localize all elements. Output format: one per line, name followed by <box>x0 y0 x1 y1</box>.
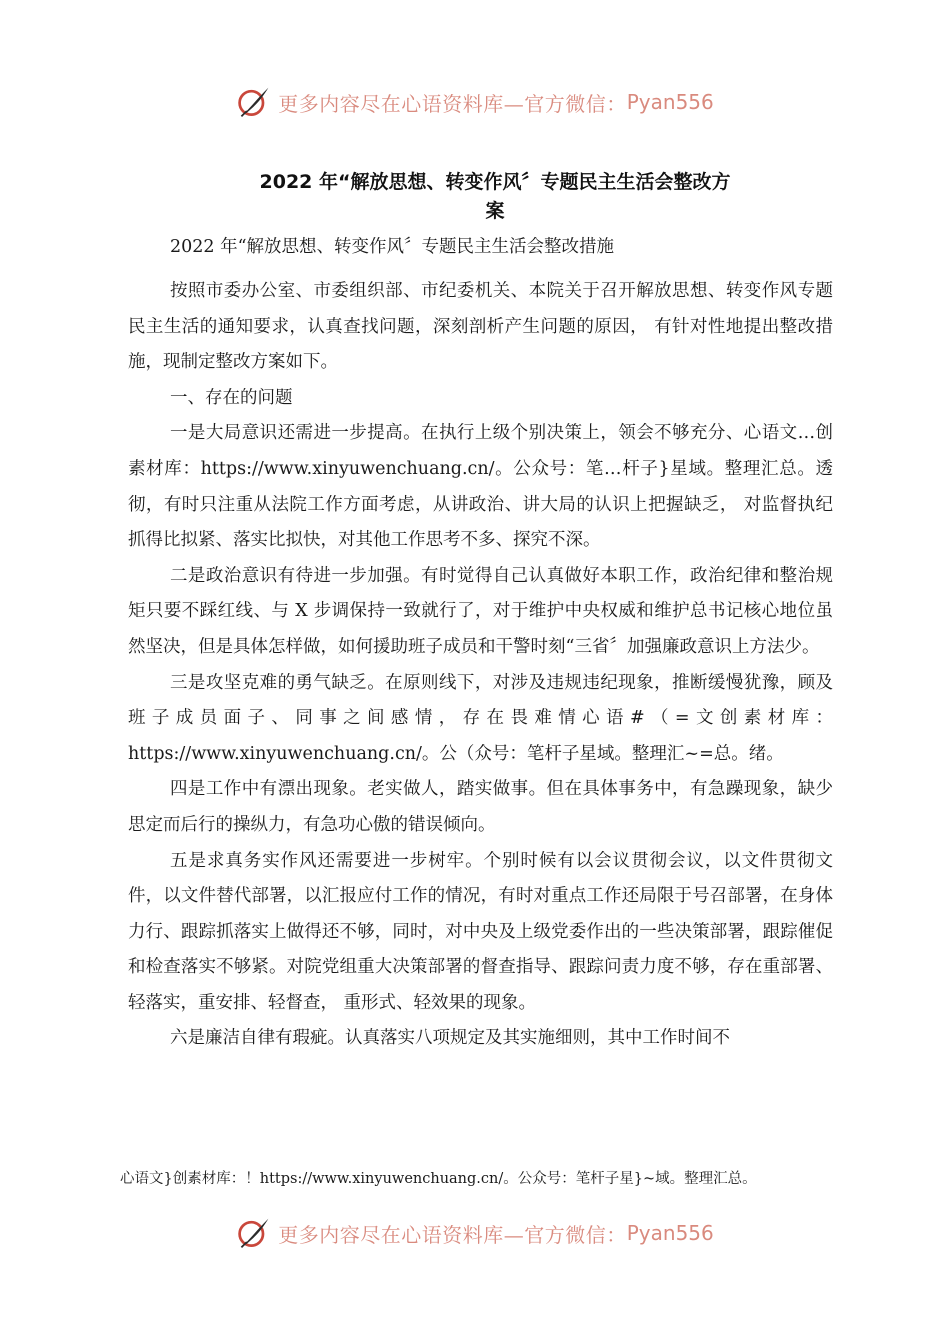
document-subtitle: 2022 年“解放思想、转变作风〞专题民主生活会整改措施 <box>170 237 615 257</box>
body-paragraph: 四是工作中有漂出现象。老实做人，踏实做事。但在具体事务中，有急躁现象，缺少思定而后行的操纵力，有急功心傲的错误倾向。 <box>128 779 833 835</box>
banner-text: 更多内容尽在心语资料库—官方微信： <box>278 91 627 116</box>
body-paragraph: 三是攻坚克难的勇气缺乏。在原则线下，对涉及违规违纪现象，推断缓慢犹豫，顾及班子成员面子、同事之间感情，存在畏难情心语#（=文创素材库：https://www.xinyuwenchuang.cn/。公（众号：笔杆子星域。整理汇~=总。绪。 <box>128 672 833 764</box>
body-paragraph: 五是求真务实作风还需要进一步树牢。个别时候有以会议贯彻会议，以文件贯彻文件，以文件替代部署，以汇报应付工作的情况，有时对重点工作还局限于号召部署，在身体力行、跟踪抓落实上做得还不够，同时，对中央及上级党委作出的一些决策部署，跟踪催促和检查落实不够紧。对院党组重大决策部署的督查指导、跟踪问责力度不够，存在重部署、轻落实，重安排、轻督查， 重形式、轻效果的现象。 <box>128 850 833 1013</box>
banner-text: 更多内容尽在心语资料库—官方微信： <box>278 1222 627 1247</box>
section-heading: 一、存在的问题 <box>170 387 293 408</box>
body-paragraph: 一是大局意识还需进一步提高。在执行上级个别决策上，领会不够充分、心语文…创素材库：https://www.xinyuwenchuang.cn/。公众号：笔…杆子}星域。整理汇总。透彻，有时只注重从法院工作方面考虑，从讲政治、讲大局的认识上把握缺乏， 对监督执纪抓得比拟紧、落实比拟快，对其他工作思考不多、探究不深。 <box>128 423 833 551</box>
body-paragraph: 二是政治意识有待进一步加强。有时觉得自己认真做好本职工作，政治纪律和整治规矩只要不踩红线、与 X 步调保持一致就行了，对于维护中央权威和维护总书记核心地位虽然坚决，但是具体怎样做，如何援助班子成员和干警时刻“三省〞加强廉政意识上方法少。 <box>128 565 833 657</box>
intro-paragraph: 按照市委办公室、市委组织部、市纪委机关、本院关于召开解放思想、转变作风专题民主生活的通知要求，认真查找问题，深刻剖析产生问题的原因， 有针对性地提出整改措施，现制定整改方案如下。 <box>128 281 833 373</box>
footnote-line: 心语文}创素材库：！https://www.xinyuwenchuang.cn/。公众号：笔杆子星}~域。整理汇总。 <box>120 1171 757 1187</box>
banner-wechat-id: Pyan556 <box>626 90 714 114</box>
document-body <box>128 274 833 1057</box>
title-line-1: 2022 年“解放思想、转变作风〞专题民主生活会整改方 <box>259 171 731 193</box>
header-banner <box>0 82 950 122</box>
footer-banner <box>0 1213 950 1253</box>
body-paragraph: 六是廉洁自律有瑕疵。认真落实八项规定及其实施细则，其中工作时间不 <box>170 1028 730 1049</box>
document-title <box>225 168 765 226</box>
quill-logo-icon <box>236 84 272 120</box>
banner-wechat-id: Pyan556 <box>626 1221 714 1245</box>
title-line-2: 案 <box>485 200 505 222</box>
quill-logo-icon <box>236 1215 272 1251</box>
